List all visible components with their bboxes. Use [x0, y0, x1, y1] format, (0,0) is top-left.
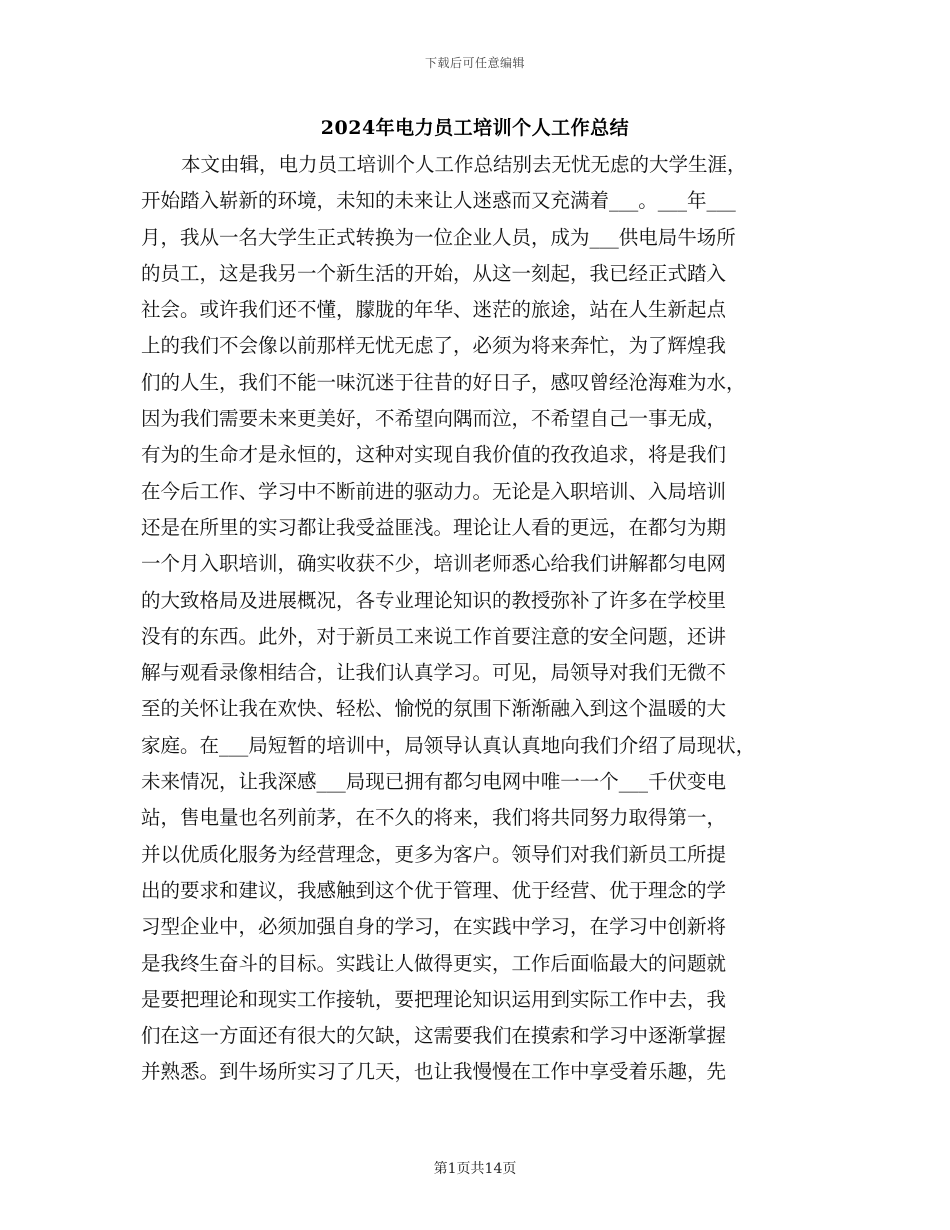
paragraph-line: 们的人生，我们不能一味沉迷于往昔的好日子，感叹曾经沧海难为水， — [141, 370, 746, 394]
paragraph-line: 并熟悉。到牛场所实习了几天，也让我慢慢在工作中享受着乐趣，先 — [141, 1060, 727, 1084]
paragraph-line: 的员工，这是我另一个新生活的开始，从这一刻起，我已经正式踏入 — [141, 261, 727, 285]
paragraph-line: 上的我们不会像以前那样无忧无虑了，必须为将来奔忙，为了辉煌我 — [141, 334, 727, 358]
paragraph-line: 因为我们需要未来更美好，不希望向隅而泣，不希望自己一事无成， — [141, 407, 727, 431]
paragraph-line: 一个月入职培训，确实收获不少，培训老师悉心给我们讲解都匀电网 — [141, 552, 727, 576]
paragraph-line: 还是在所里的实习都让我受益匪浅。理论让人看的更远，在都匀为期 — [141, 515, 727, 539]
paragraph-line: 在今后工作、学习中不断前进的驱动力。无论是入职培训、入局培训 — [141, 479, 727, 503]
paragraph-line: 习型企业中，必须加强自身的学习，在实践中学习，在学习中创新将 — [141, 915, 727, 939]
paragraph-line: 出的要求和建议，我感触到这个优于管理、优于经营、优于理念的学 — [141, 878, 727, 902]
document-title: 2024年电力员工培训个人工作总结 — [320, 117, 630, 139]
paragraph-line: 开始踏入崭新的环境，未知的未来让人迷惑而又充满着___。___年___ — [141, 189, 736, 213]
paragraph-line: 是要把理论和现实工作接轨，要把理论知识运用到实际工作中去，我 — [141, 987, 727, 1011]
paragraph-line: 没有的东西。此外，对于新员工来说工作首要注意的安全问题，还讲 — [141, 624, 727, 648]
page-number: 第1页共14页 — [433, 1161, 517, 1177]
paragraph-line: 解与观看录像相结合，让我们认真学习。可见，局领导对我们无微不 — [141, 661, 727, 685]
paragraph-line: 站，售电量也名列前茅，在不久的将来，我们将共同努力取得第一， — [141, 806, 727, 830]
paragraph-line: 是我终生奋斗的目标。实践让人做得更实，工作后面临最大的问题就 — [141, 951, 727, 975]
paragraph-line: 家庭。在___局短暂的培训中，局领导认真认真地向我们介绍了局现状， — [141, 733, 756, 757]
page-header-note: 下载后可任意编辑 — [424, 56, 525, 70]
paragraph-line: 社会。或许我们还不懂，朦胧的年华、迷茫的旅途，站在人生新起点 — [141, 298, 727, 322]
paragraph-line: 并以优质化服务为经营理念，更多为客户。领导们对我们新员工所提 — [141, 842, 727, 866]
paragraph-line: 有为的生命才是永恒的，这种对实现自我价值的孜孜追求，将是我们 — [141, 443, 727, 467]
paragraph-line: 本文由辑，电力员工培训个人工作总结别去无忧无虑的大学生涯， — [181, 153, 747, 176]
paragraph-line: 至的关怀让我在欢快、轻松、愉悦的氛围下渐渐融入到这个温暖的大 — [141, 697, 727, 721]
paragraph-line: 的大致格局及进展概况，各专业理论知识的教授弥补了许多在学校里 — [141, 588, 727, 612]
paragraph-line: 月，我从一名大学生正式转换为一位企业人员，成为___供电局牛场所 — [141, 225, 736, 249]
paragraph-line: 未来情况，让我深感___局现已拥有都匀电网中唯一一个___千伏变电 — [141, 770, 727, 794]
document-body — [141, 147, 821, 1091]
paragraph-line: 们在这一方面还有很大的欠缺，这需要我们在摸索和学习中逐渐掌握 — [141, 1024, 727, 1048]
